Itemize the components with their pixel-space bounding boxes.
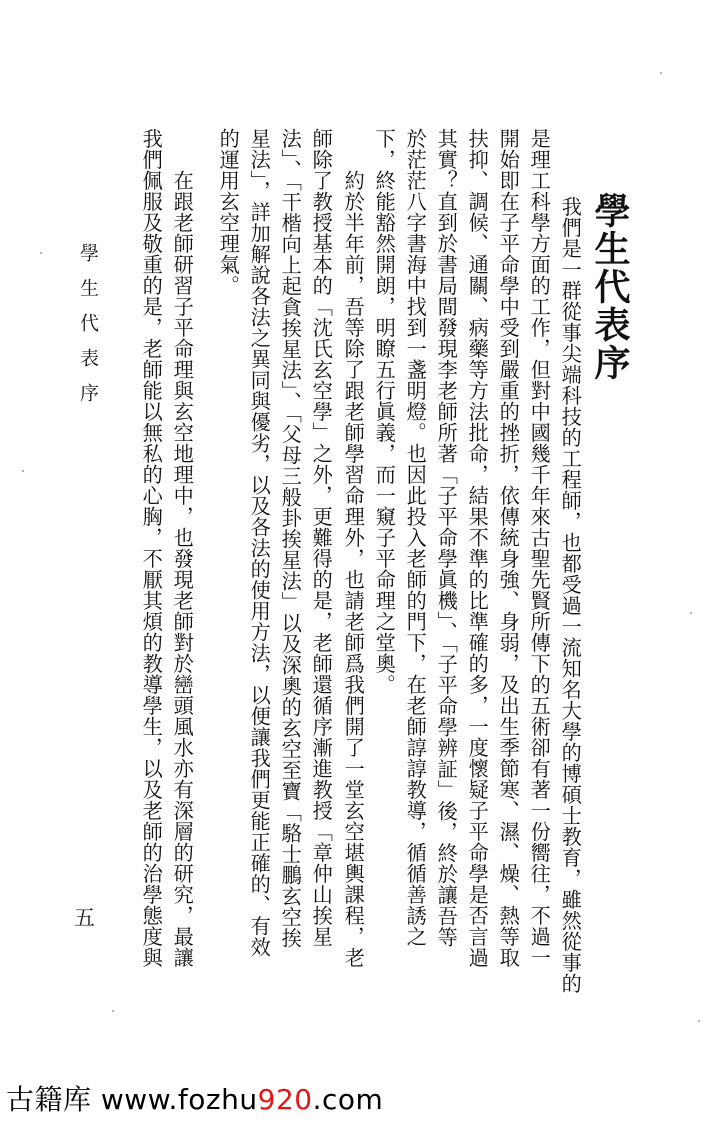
watermark-suffix: .com — [312, 1083, 384, 1116]
scan-speck — [660, 72, 662, 74]
text-column-2: 是理工科學方面的工作，但對中國幾千年來古聖先賢所傳下的五術卻有著一份嚮往，不過一 — [527, 128, 552, 968]
page-number: 五 — [74, 906, 95, 930]
text-column-1: 我們是一群從事尖端科技的工程師，也都受過一流知名大學的博碩士教育，雖然從事的 — [558, 196, 583, 994]
watermark-brand: 古籍库 www.fozhu — [6, 1083, 258, 1116]
chapter-title: 學生代表序 — [589, 192, 631, 382]
scan-speck — [22, 470, 24, 472]
text-column-11: 星法」，詳加解說各法之異同與優劣，以及各法的使用方法，以便讓我們更能正確的、有效 — [247, 128, 272, 958]
text-column-13: 在跟老師研習子平命理與玄空地理中，也發現老師對於巒頭風水亦有深層的研究，最讓 — [170, 170, 195, 968]
text-column-12: 的運用玄空理氣。 — [216, 128, 241, 296]
text-column-7: 下，終能豁然開朗，明瞭五行眞義，而一窺子平命理之堂奧。 — [372, 128, 397, 695]
text-column-8: 約於半年前，吾等除了跟老師學習命理外，也請老師爲我們開了一堂玄空堪輿課程，老 — [341, 170, 366, 968]
text-column-6: 於茫茫八字書海中找到一盞明燈。也因此投入老師的門下，在老師諄諄教導，循循善誘之 — [403, 128, 428, 947]
text-column-9: 師除了教授基本的「沈氏玄空學」之外，更難得的是，老師還循序漸進教授「章仲山挨星 — [309, 128, 334, 947]
scan-speck — [698, 1020, 700, 1022]
watermark-digits: 920 — [257, 1083, 313, 1116]
text-column-10: 法」、「干楷向上起貪挨星法」、「父母三般卦挨星法」以及深奧的玄空至寶「駱士鵬玄空挨 — [278, 128, 303, 949]
scan-speck — [40, 252, 42, 254]
running-header: 學生代表序 — [77, 243, 99, 418]
site-watermark — [6, 1078, 383, 1118]
scan-speck — [112, 1010, 114, 1012]
text-column-4: 扶抑、調候、通關、病藥等方法批命，結果不準的比準確的多，一度懷疑子平命學是否言過 — [465, 128, 490, 968]
text-column-14: 我們佩服及敬重的是，老師能以無私的心胸，不厭其煩的教導學生，以及老師的治學態度與 — [139, 128, 164, 968]
text-column-5: 其實？直到於書局間發現李老師所著「子平命學眞機」、「子平命學辨証」後，終於讓吾等 — [434, 128, 459, 948]
scan-speck — [690, 612, 692, 614]
text-column-3: 開始即在子平命學中受到嚴重的挫折，依傳統身強、身弱，及出生季節寒、濕、燥、熱等取 — [496, 128, 521, 968]
